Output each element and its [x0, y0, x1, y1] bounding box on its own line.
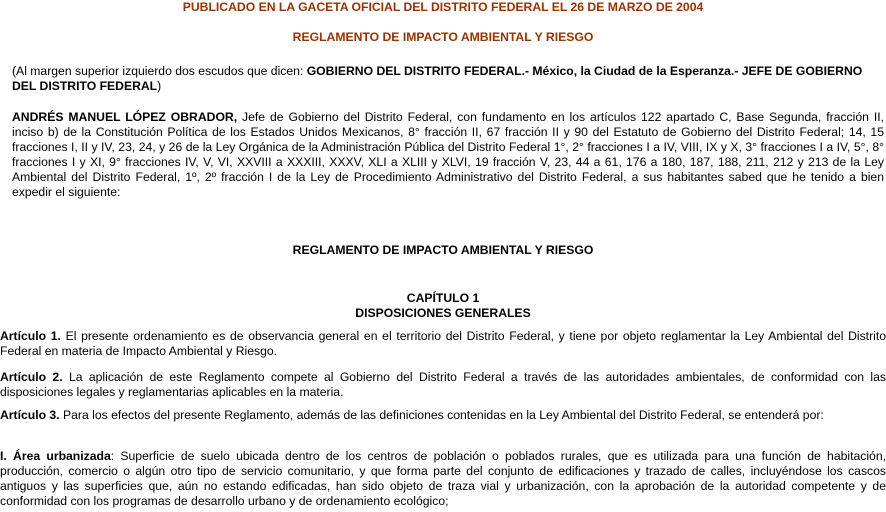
article-2: [0, 370, 886, 400]
definition-text: : Superficie de suelo ubicada dentro de los centros de población o poblados rurales, que es utilizada para una función de habitación, producción, comercio o algún otro tipo de servicio comunitario, y que forma parte del conjunto de edificaciones y trazado de calles, incluyéndose los cascos antiguos y las superficies que, aún no estando edificadas, han sido objeto de traza vial y urbanización, con la aprobación de la autoridad competente y de conformidad con los programas de desarrollo urbano y de ordenamiento ecológico;: [0, 449, 886, 508]
publication-line: PUBLICADO EN LA GACETA OFICIAL DEL DISTRITO FEDERAL EL 26 DE MARZO DE 2004: [182, 0, 704, 14]
article-3-text: Para los efectos del presente Reglamento, además de las definiciones contenidas en la Ley Ambiental del Distrito Federal, se entenderá por:: [59, 408, 824, 422]
margin-note: [12, 64, 884, 94]
article-2-label: Artículo 2.: [0, 370, 63, 384]
preamble-text: Jefe de Gobierno del Distrito Federal, con fundamento en los artículos 122 apartado C, Base Segunda, fracción II, inciso b) de la Constitución Política de los Estados Unidos Mexicanos, 8° fracción II, 67 fracción II y 90 del Estatuto de Gobierno del Distrito Federal; 14, 15 fracciones I, II y IV, 23, 24, y 26 de la Ley Orgánica de la Administración Pública del Distrito Federal 1°, 2° fracciones I a IV, VIII, IX y X, 3° fracciones I a IV, 5°, 8° fracciones I y XI, 9° fracciones IV, V, VI, XXVIII a XXXIII, XXXV, XLI a XLIII y XLVI, 19 fracción V, 23, 44 a 61, 176 a 180, 187, 188, 211, 212 y 213 de la Ley Ambiental del Distrito Federal, 1º, 2º fracción I de la Ley de Procedimiento Administrativo del Distrito Federal, a sus habitantes sabed que he tenido a bien expedir el siguiente:: [12, 110, 884, 199]
article-2-text: La aplicación de este Reglamento compete al Gobierno del Distrito Federal a través de las autoridades ambientales, de conformidad con las disposiciones legales y reglamentarias aplicables en la materia.: [0, 370, 886, 399]
article-1-label: Artículo 1.: [0, 329, 61, 343]
article-3-label: Artículo 3.: [0, 408, 60, 422]
chapter-heading: [0, 291, 886, 321]
preamble-author: ANDRÉS MANUEL LÓPEZ OBRADOR,: [12, 110, 238, 124]
margin-note-prefix: (Al margen superior izquierdo dos escudos que dicen:: [12, 64, 307, 78]
definition-urbanized-area: [0, 449, 886, 509]
regulation-title: REGLAMENTO DE IMPACTO AMBIENTAL Y RIESGO: [292, 243, 594, 257]
article-1-text: El presente ordenamiento es de observancia general en el territorio del Distrito Federal, y tiene por objeto reglamentar la Ley Ambiental del Distrito Federal en materia de Impacto Ambiental y Riesgo.: [0, 329, 886, 358]
definition-label: I. Área urbanizada: [0, 449, 111, 463]
article-3: [0, 408, 886, 423]
margin-note-shields: GOBIERNO DEL DISTRITO FEDERAL.- México, la Ciudad de la Esperanza.- JEFE DE GOBIERNO DEL DISTRITO FEDERAL: [12, 64, 863, 93]
preamble-paragraph: [12, 110, 884, 200]
margin-note-suffix: ): [157, 79, 162, 93]
chapter-name: DISPOSICIONES GENERALES: [355, 306, 531, 320]
regulation-title-header: REGLAMENTO DE IMPACTO AMBIENTAL Y RIESGO: [292, 30, 594, 44]
article-1: [0, 329, 886, 359]
chapter-number: CAPÍTULO 1: [406, 291, 480, 305]
